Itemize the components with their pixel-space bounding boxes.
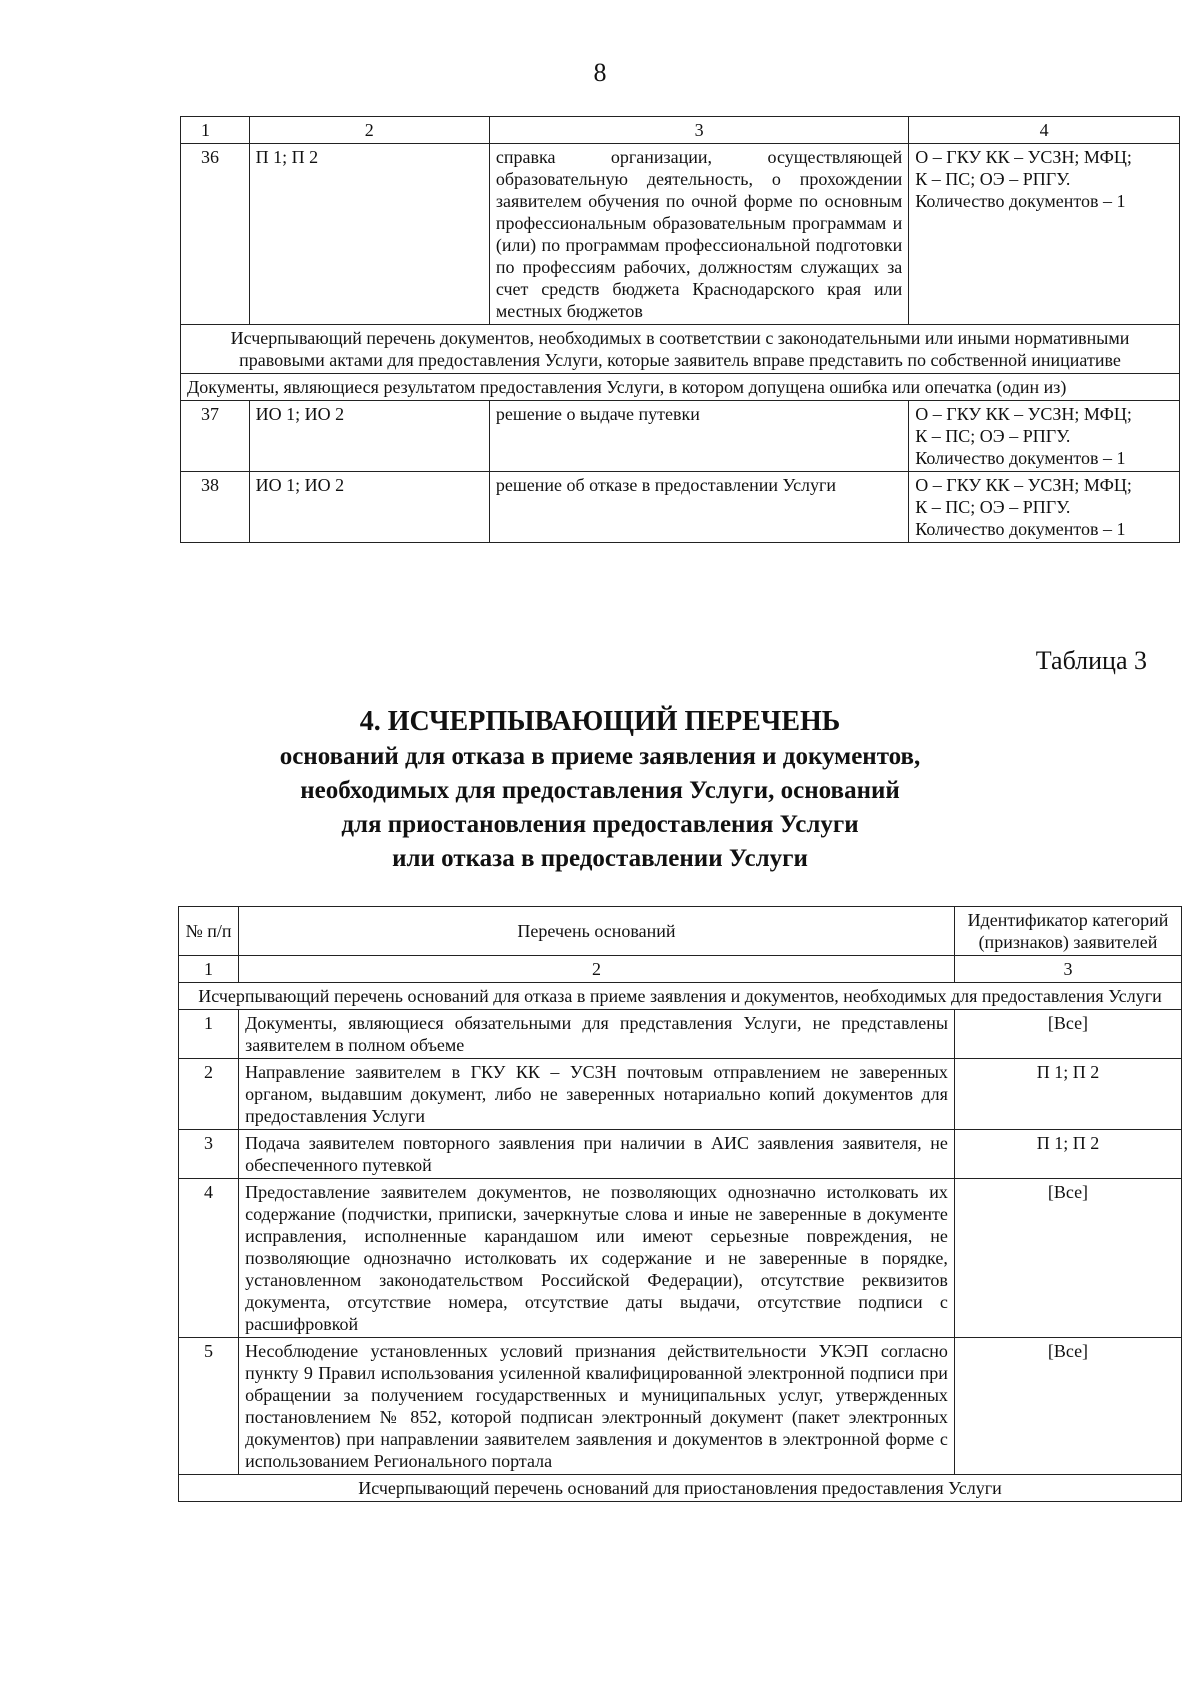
heading-subtitle-line: необходимых для предоставления Услуги, оснований	[300, 777, 900, 804]
heading-subtitle-line: или отказа в предоставлении Услуги	[392, 845, 808, 872]
column-numbers-row	[179, 956, 1182, 983]
heading-subtitle-line: для приостановления предоставления Услуги	[341, 811, 859, 838]
info-line: Количество документов – 1	[915, 519, 1126, 539]
column-number-2: 2	[239, 956, 955, 983]
column-number-4: 4	[909, 117, 1180, 144]
grounds-table	[178, 906, 1182, 1502]
row-codes: П 1; П 2	[249, 144, 489, 325]
row-document: решение об отказе в предоставлении Услуги	[489, 472, 908, 543]
section-row	[179, 983, 1182, 1010]
row-number: 37	[181, 401, 250, 472]
row-codes: ИО 1; ИО 2	[249, 401, 489, 472]
section-suspension-grounds: Исчерпывающий перечень оснований для приостановления предоставления Услуги	[179, 1475, 1182, 1502]
column-number-1: 1	[181, 117, 250, 144]
table-header-row	[181, 117, 1180, 144]
section-refusal-grounds: Исчерпывающий перечень оснований для отказа в приеме заявления и документов, необходимых для предоставления Услуги	[179, 983, 1182, 1010]
table-row	[179, 1059, 1182, 1130]
info-line: К – ПС; ОЭ – РПГУ.	[915, 169, 1071, 189]
info-line: Количество документов – 1	[915, 191, 1126, 211]
heading-title: 4. ИСЧЕРПЫВАЮЩИЙ ПЕРЕЧЕНЬ	[359, 706, 841, 737]
row-ground-text: Несоблюдение установленных условий признания действительности УКЭП согласно пункту 9 Правил использования усиленной квалифицированной электронной подписи при обращении за получением государственных и муниципальных услуг, утвержденных постановлением № 852, которой подписан электронный документ (пакет электронных документов) при направлении заявителем заявления и документов в электронной форме с использованием Регионального портала	[239, 1338, 955, 1475]
section-row	[179, 1475, 1182, 1502]
row-document: решение о выдаче путевки	[489, 401, 908, 472]
table-row	[179, 1010, 1182, 1059]
column-header-number: № п/п	[179, 907, 239, 956]
row-number: 3	[179, 1130, 239, 1179]
row-codes: ИО 1; ИО 2	[249, 472, 489, 543]
row-identifier: [Все]	[954, 1179, 1181, 1338]
table-row	[179, 1130, 1182, 1179]
row-info	[909, 144, 1180, 325]
row-info	[909, 401, 1180, 472]
row-number: 38	[181, 472, 250, 543]
page-number: 8	[593, 58, 607, 87]
table-row	[181, 401, 1180, 472]
table-row	[181, 472, 1180, 543]
row-identifier: [Все]	[954, 1338, 1181, 1475]
table-row	[179, 1338, 1182, 1475]
info-line: О – ГКУ КК – УСЗН; МФЦ;	[915, 475, 1132, 495]
column-number-3: 3	[954, 956, 1181, 983]
column-header-list: Перечень оснований	[239, 907, 955, 956]
section-row	[181, 374, 1180, 401]
heading-subtitle-line: оснований для отказа в приеме заявления и документов,	[279, 743, 921, 770]
column-number-2: 2	[249, 117, 489, 144]
info-line: Количество документов – 1	[915, 448, 1126, 468]
section-optional-documents: Исчерпывающий перечень документов, необходимых в соответствии с законодательными или иными нормативными правовыми актами для предоставления Услуги, которые заявитель вправе представить по собственной инициативе	[181, 325, 1180, 374]
column-header-identifier: Идентификатор категорий (признаков) заявителей	[954, 907, 1181, 956]
row-ground-text: Подача заявителем повторного заявления при наличии в АИС заявления заявителя, не обеспеченного путевкой	[239, 1130, 955, 1179]
section-row	[181, 325, 1180, 374]
row-identifier: П 1; П 2	[954, 1130, 1181, 1179]
column-number-3: 3	[489, 117, 908, 144]
column-number-1: 1	[179, 956, 239, 983]
row-ground-text: Документы, являющиеся обязательными для представления Услуги, не представлены заявителем в полном объеме	[239, 1010, 955, 1059]
info-line: О – ГКУ КК – УСЗН; МФЦ;	[915, 147, 1132, 167]
row-number: 5	[179, 1338, 239, 1475]
info-line: К – ПС; ОЭ – РПГУ.	[915, 426, 1071, 446]
row-number: 4	[179, 1179, 239, 1338]
row-ground-text: Предоставление заявителем документов, не позволяющих однозначно истолковать их содержание (подчистки, приписки, зачеркнутые слова и иные не заверенные в документе исправления, исполненные карандашом или имеют серьезные повреждения, не позволяющие однозначно истолковать их содержание и не заверенные в порядке, установленном законодательством Российской Федерации), отсутствие реквизитов документа, отсутствие номера, отсутствие даты выдачи, отсутствие подписи с расшифровкой	[239, 1179, 955, 1338]
section-result-documents: Документы, являющиеся результатом предоставления Услуги, в котором допущена ошибка или опечатка (один из)	[181, 374, 1180, 401]
table-row	[179, 1179, 1182, 1338]
info-line: К – ПС; ОЭ – РПГУ.	[915, 497, 1071, 517]
row-number: 1	[179, 1010, 239, 1059]
row-document: справка организации, осуществляющей образовательную деятельность, о прохождении заявителем обучения по очной форме по основным профессиональным образовательным программам и (или) по программам профессиональной подготовки по профессиям рабочих, должностям служащих за счет средств бюджета Краснодарского края или местных бюджетов	[489, 144, 908, 325]
info-line: О – ГКУ КК – УСЗН; МФЦ;	[915, 404, 1132, 424]
row-identifier: П 1; П 2	[954, 1059, 1181, 1130]
table-label: Таблица 3	[1035, 646, 1147, 675]
row-number: 2	[179, 1059, 239, 1130]
table-header-row	[179, 907, 1182, 956]
row-info	[909, 472, 1180, 543]
documents-table	[180, 116, 1180, 543]
row-identifier: [Все]	[954, 1010, 1181, 1059]
row-ground-text: Направление заявителем в ГКУ КК – УСЗН почтовым отправлением не заверенных органом, выдавшим документ, либо не заверенных нотариально копий документов для предоставления Услуги	[239, 1059, 955, 1130]
row-number: 36	[181, 144, 250, 325]
table-row	[181, 144, 1180, 325]
section-heading	[0, 704, 1200, 876]
